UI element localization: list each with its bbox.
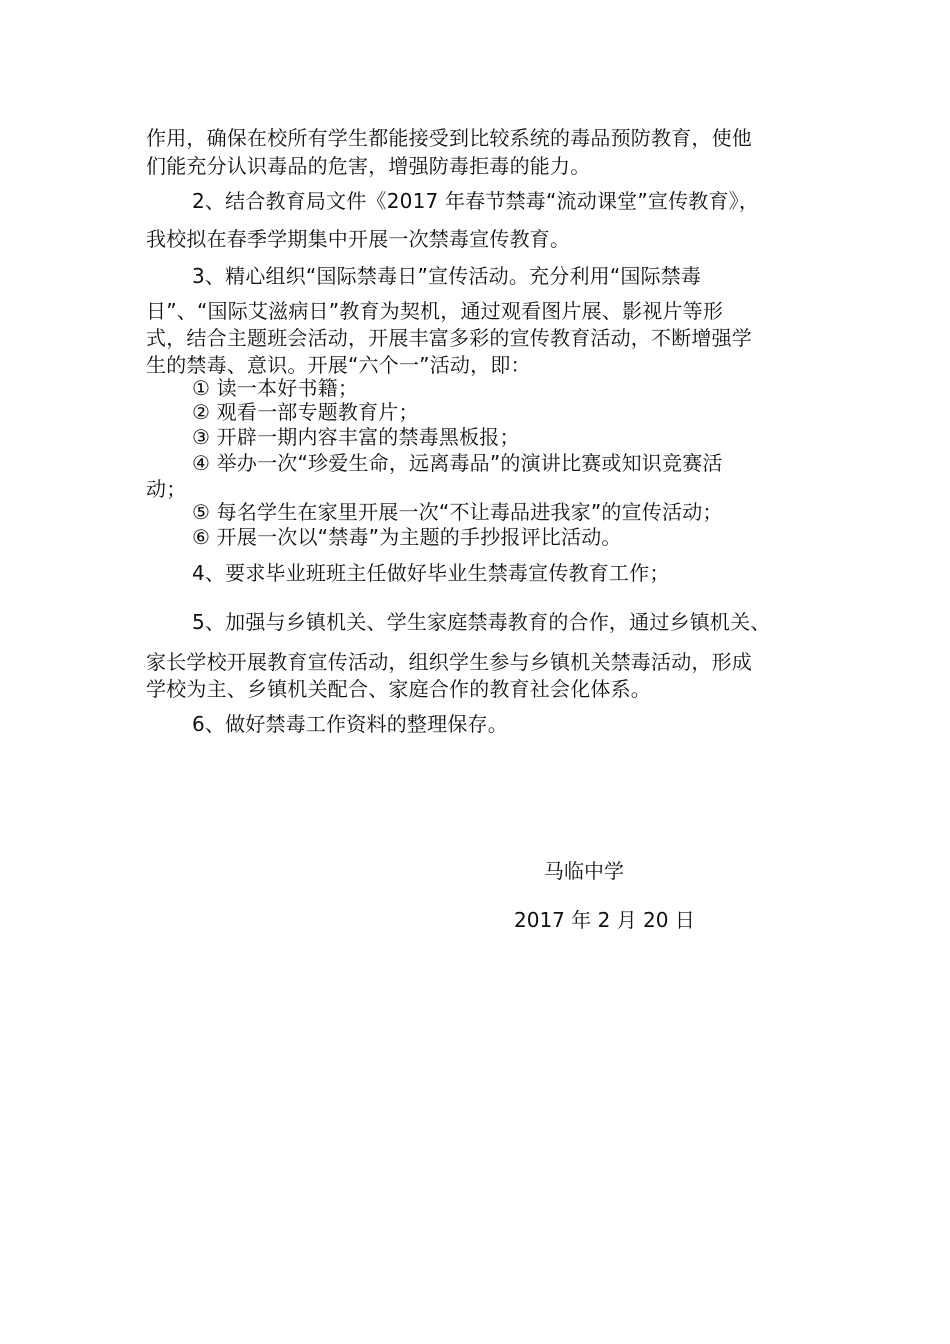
paragraph-line: 我校拟在春季学期集中开展一次禁毒宣传教育。 (146, 227, 571, 251)
list-item: ⑥ 开展一次以“禁毒”为主题的手抄报评比活动。 (192, 525, 622, 549)
item-5-line: 5、加强与乡镇机关、学生家庭禁毒教育的合作，通过乡镇机关、 (192, 610, 771, 634)
list-item: ① 读一本好书籍； (192, 376, 359, 400)
list-item-continuation: 动； (146, 477, 187, 501)
list-item: ③ 开辟一期内容丰富的禁毒黑板报； (192, 425, 520, 449)
item-2-line: 2、结合教育局文件《2017 年春节禁毒“流动课堂”宣传教育》， (192, 189, 760, 213)
document-date: 2017 年 2 月 20 日 (514, 908, 695, 932)
paragraph-line: 生的禁毒、意识。开展“六个一”活动，即： (146, 353, 531, 377)
item-6-line: 6、做好禁毒工作资料的整理保存。 (192, 712, 508, 736)
school-name: 马临中学 (544, 859, 624, 883)
paragraph-line: 们能充分认识毒品的危害，增强防毒拒毒的能力。 (146, 154, 591, 178)
list-item: ④ 举办一次“珍爱生命，远离毒品”的演讲比赛或知识竞赛活 (192, 451, 723, 475)
item-4-line: 4、要求毕业班班主任做好毕业生禁毒宣传教育工作； (192, 561, 670, 585)
paragraph-line: 日”、“国际艾滋病日”教育为契机，通过观看图片展、影视片等形 (146, 299, 724, 323)
item-3-line: 3、精心组织“国际禁毒日”宣传活动。充分利用“国际禁毒 (192, 264, 702, 288)
paragraph-line: 学校为主、乡镇机关配合、家庭合作的教育社会化体系。 (146, 677, 651, 701)
paragraph-line: 作用，确保在校所有学生都能接受到比较系统的毒品预防教育，使他 (146, 126, 752, 150)
list-item: ② 观看一部专题教育片； (192, 400, 419, 424)
list-item: ⑤ 每名学生在家里开展一次“不让毒品进我家”的宣传活动； (192, 500, 723, 524)
paragraph-line: 家长学校开展教育宣传活动，组织学生参与乡镇机关禁毒活动，形成 (146, 650, 752, 674)
paragraph-line: 式，结合主题班会活动，开展丰富多彩的宣传教育活动，不断增强学 (146, 326, 752, 350)
